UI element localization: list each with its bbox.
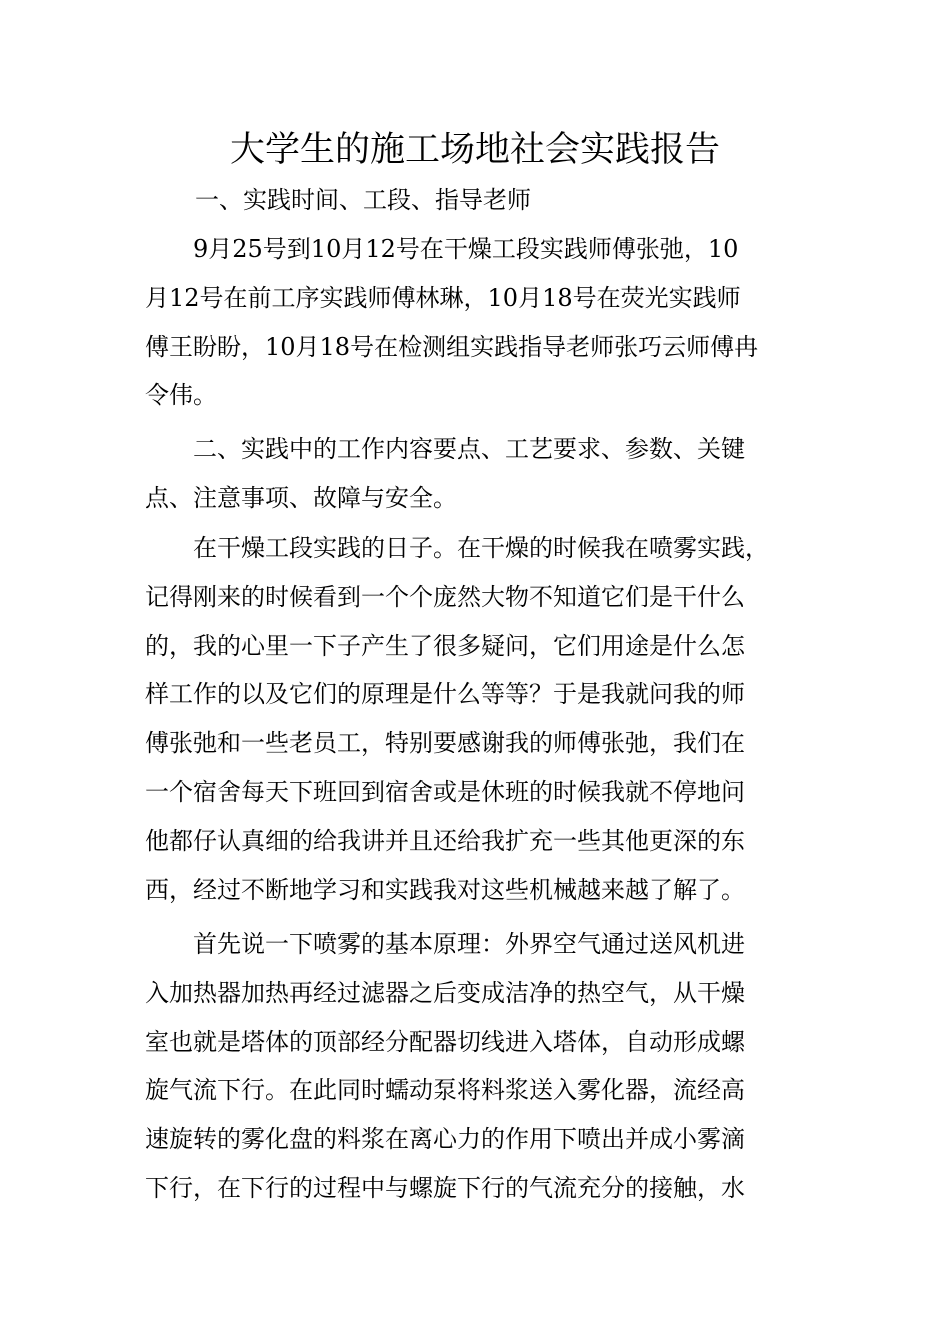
paragraph-drying-practice bbox=[145, 524, 815, 914]
paragraph-spray-principle bbox=[145, 920, 815, 1213]
text-line: 下行，在下行的过程中与螺旋下行的气流充分的接触，水 bbox=[145, 1173, 745, 1202]
paragraph-practice-time bbox=[145, 225, 815, 420]
section-heading-1: 一、实践时间、工段、指导老师 bbox=[195, 186, 531, 214]
text-line: 样工作的以及它们的原理是什么等等？于是我就问我的师 bbox=[145, 680, 745, 709]
text-line: 首先说一下喷雾的基本原理：外界空气通过送风机进 bbox=[145, 930, 745, 958]
text-line: 在干燥工段实践的日子。在干燥的时候我在喷雾实践， bbox=[145, 534, 769, 562]
text-line: 的，我的心里一下子产生了很多疑问，它们用途是什么怎 bbox=[145, 631, 745, 660]
section-heading-2 bbox=[145, 425, 815, 523]
text-line: 令伟。 bbox=[145, 381, 217, 410]
text-line: 9月25号到10月12号在干燥工段实践师傅张弛，10 bbox=[145, 235, 739, 263]
text-line: 旋气流下行。在此同时蠕动泵将料浆送入雾化器，流经高 bbox=[145, 1076, 745, 1105]
text-line: 一个宿舍每天下班回到宿舍或是休班的时候我就不停地问 bbox=[145, 777, 745, 806]
document-title: 大学生的施工场地社会实践报告 bbox=[229, 130, 720, 170]
text-line: 入加热器加热再经过滤器之后变成洁净的热空气，从干燥 bbox=[145, 978, 745, 1007]
text-line: 傅张弛和一些老员工，特别要感谢我的师傅张弛，我们在 bbox=[145, 729, 745, 758]
text-line: 西，经过不断地学习和实践我对这些机械越来越了解了。 bbox=[145, 875, 745, 904]
text-line: 室也就是塔体的顶部经分配器切线进入塔体，自动形成螺 bbox=[145, 1027, 745, 1056]
text-line: 速旋转的雾化盘的料浆在离心力的作用下喷出并成小雾滴 bbox=[145, 1125, 745, 1154]
text-line: 二、实践中的工作内容要点、工艺要求、参数、关键 bbox=[145, 435, 745, 463]
text-line: 记得刚来的时候看到一个个庞然大物不知道它们是干什么 bbox=[145, 582, 745, 611]
text-line: 月12号在前工序实践师傅林琳，10月18号在荧光实践师 bbox=[145, 283, 741, 312]
text-line: 傅王盼盼，10月18号在检测组实践指导老师张巧云师傅冉 bbox=[145, 332, 759, 361]
text-line: 点、注意事项、故障与安全。 bbox=[145, 483, 457, 512]
text-line: 他都仔认真细的给我讲并且还给我扩充一些其他更深的东 bbox=[145, 826, 745, 855]
